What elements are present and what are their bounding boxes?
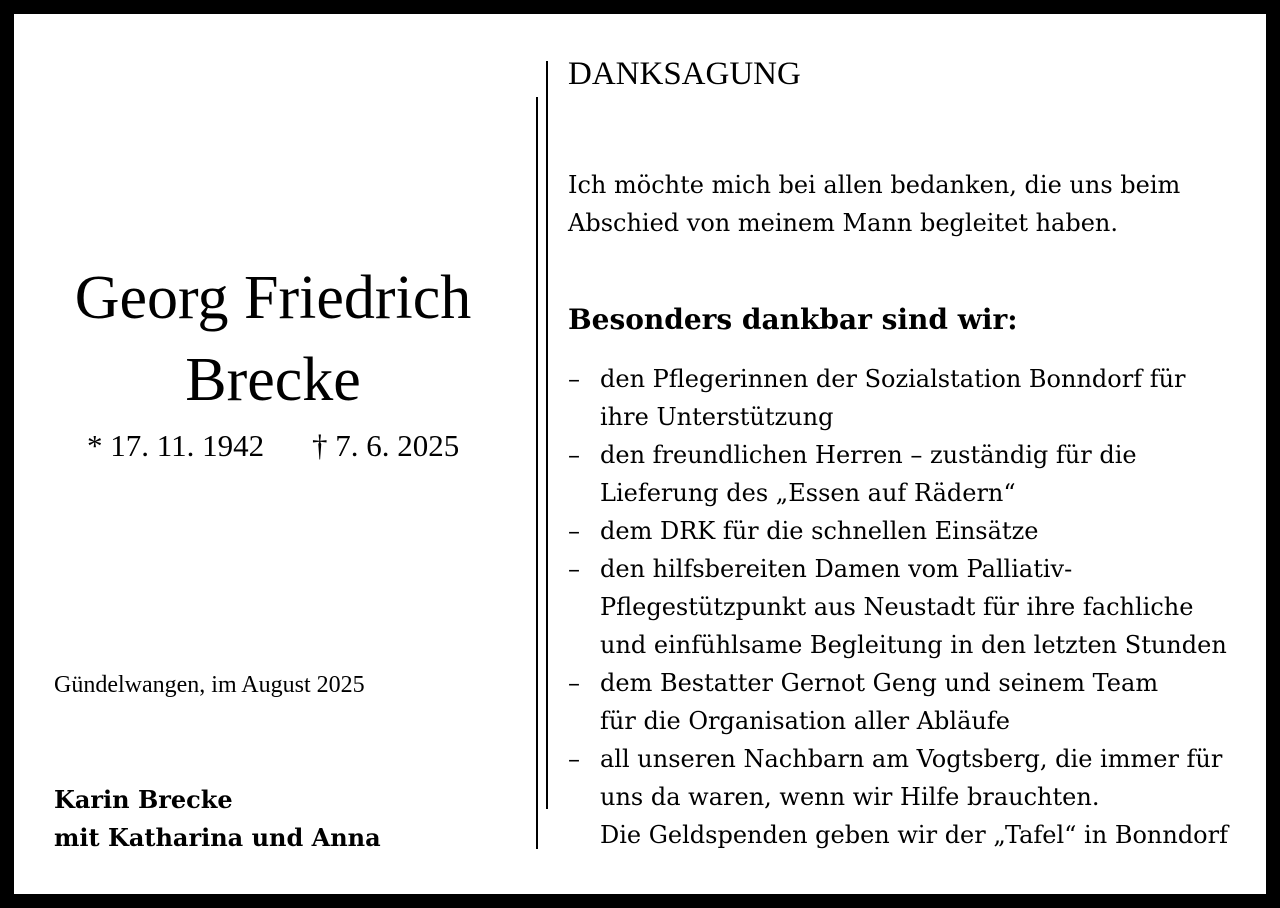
signature-family: mit Katharina und Anna [54,823,381,852]
thanks-subheading: Besonders dankbar sind wir: [568,303,1018,336]
deceased-name-first: Georg Friedrich [74,264,472,332]
section-heading: DANKSAGUNG [568,56,801,92]
dash-bullet: – [568,555,580,583]
place-and-date: Gündelwangen, im August 2025 [54,672,365,698]
list-item-text: Pflegestützpunkt aus Neustadt für ihre fachliche [600,593,1194,621]
list-item-text: den freundlichen Herren – zuständig für die [600,441,1137,469]
list-item [568,436,1258,512]
signature-name: Karin Brecke [54,785,233,814]
list-item-text: uns da waren, wenn wir Hilfe brauchten. [600,783,1100,811]
list-item [568,740,1258,816]
dash-bullet: – [568,669,580,697]
dash-bullet: – [568,517,580,545]
list-item-text: Lieferung des „Essen auf Rädern“ [600,479,1016,507]
list-item-text: dem DRK für die schnellen Einsätze [600,517,1039,545]
list-item-text: dem Bestatter Gernot Geng und seinem Team [600,669,1159,697]
list-item-text: für die Organisation aller Abläufe [600,707,1010,735]
divider-line-upper [546,61,548,809]
list-item-text: den Pflegerinnen der Sozialstation Bonndorf für [600,365,1186,393]
list-item-text: den hilfsbereiten Damen vom Palliativ- [600,555,1073,583]
donation-note: Die Geldspenden geben wir der „Tafel“ in Bonndorf [600,821,1228,849]
list-item-text: all unseren Nachbarn am Vogtsberg, die immer für [600,745,1223,773]
intro-text-line: Abschied von meinem Mann begleitet haben. [568,209,1119,237]
list-item-text: ihre Unterstützung [600,403,834,431]
intro-text-line: Ich möchte mich bei allen bedanken, die uns beim [568,171,1181,199]
list-item [568,664,1258,740]
dash-bullet: – [568,441,580,469]
death-date: † 7. 6. 2025 [312,428,460,463]
divider-line-lower [536,97,538,849]
thanks-list [568,360,1258,854]
deceased-name-last: Brecke [185,346,361,414]
obituary-card [14,14,1266,894]
birth-date: * 17. 11. 1942 [87,428,265,463]
list-item-text: und einfühlsame Begleitung in den letzten Stunden [600,631,1227,659]
list-item [568,360,1258,436]
list-item [568,550,1258,664]
dash-bullet: – [568,365,580,393]
dash-bullet: – [568,745,580,773]
list-item [568,512,1258,550]
